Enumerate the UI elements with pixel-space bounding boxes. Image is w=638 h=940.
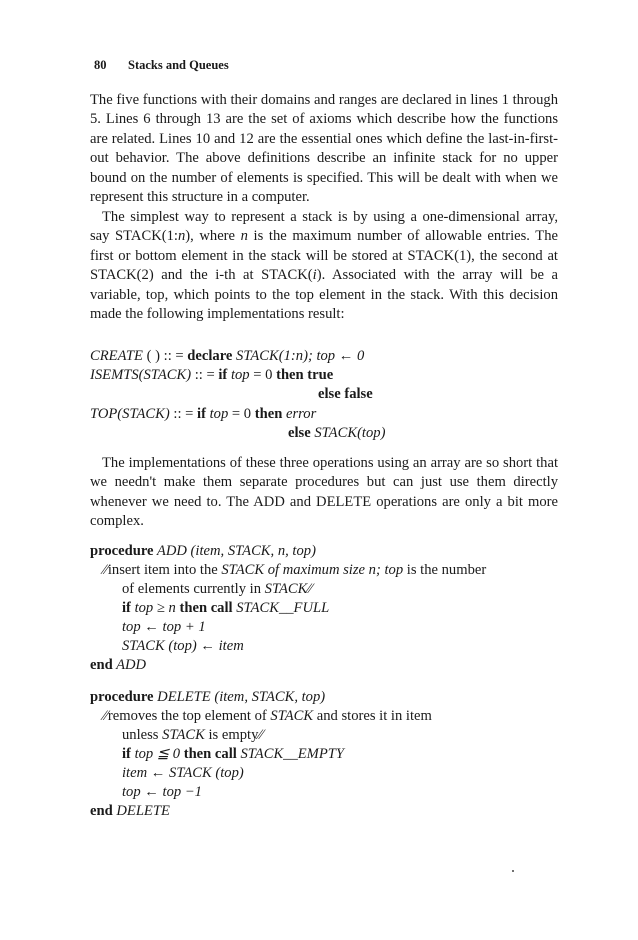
delete-procedure-header: procedure DELETE (item, STACK, top) [90,689,326,705]
add-store-line: STACK (top) ← item [122,638,244,654]
chapter-title: Stacks and Queues [128,58,229,72]
paragraph-representation-text: The simplest way to represent a stack is by using a one-dimensional array, say STACK(1:n), where n is the maximum number of allowable entries. The first or bottom element in the stack will be stored at STACK(1), the second at STACK(2) and the i-th at STACK(i). Associated with the array will be a variable, top, which points to the top element in the stack. With this decision made the following implementations result: [90,209,558,323]
add-comment-line1: ⁄⁄insert item into the STACK of maximum size n; top is the number [103,562,487,578]
add-if-line: if top ≥ n then call STACK__FULL [122,600,330,616]
paragraph-representation [90,208,558,324]
page-number: 80 [94,58,107,72]
paragraph-axioms [90,91,558,207]
delete-decrement-line: top ← top −1 [122,784,202,800]
delete-if-line: if top ≦ 0 then call STACK__EMPTY [122,746,344,762]
impl-top-else: else STACK(top) [288,425,386,441]
delete-end-line: end DELETE [90,803,170,819]
delete-fetch-line: item ← STACK (top) [122,765,244,781]
running-header [94,58,229,73]
paragraph-implementations [90,454,558,532]
add-increment-line: top ← top + 1 [122,619,206,635]
add-end-line: end ADD [90,657,147,673]
delete-comment-line2: unless STACK is empty⁄⁄ [122,727,264,743]
ink-speck [512,870,514,872]
impl-isemts-else: else false [318,386,373,402]
delete-comment-line1: ⁄⁄removes the top element of STACK and stores it in item [103,708,432,724]
add-procedure-header: procedure ADD (item, STACK, n, top) [90,543,316,559]
impl-create-line: CREATE ( ) :: = declare STACK(1:n); top ← 0 [90,348,365,364]
add-comment-line2: of elements currently in STACK⁄⁄ [122,581,313,597]
paragraph-axioms-text: The five functions with their domains and ranges are declared in lines 1 through 5. Lines 6 through 13 are the set of axioms which describe how the functions are related. Lines 10 and 12 are the essential ones which define the last-in-first-out behavior. The above definitions describe an infinite stack for no upper bound on the number of elements is specified. This will be dealt with when we represent this structure in a computer. [90,92,558,206]
impl-isemts-line: ISEMTS(STACK) :: = if top = 0 then true [90,367,334,383]
impl-top-line: TOP(STACK) :: = if top = 0 then error [90,406,317,422]
paragraph-implementations-text: The implementations of these three operations using an array are so short that we needn't make them separate procedures but can just use them directly whenever we need to. The ADD and DELETE operations are only a bit more complex. [90,455,558,530]
